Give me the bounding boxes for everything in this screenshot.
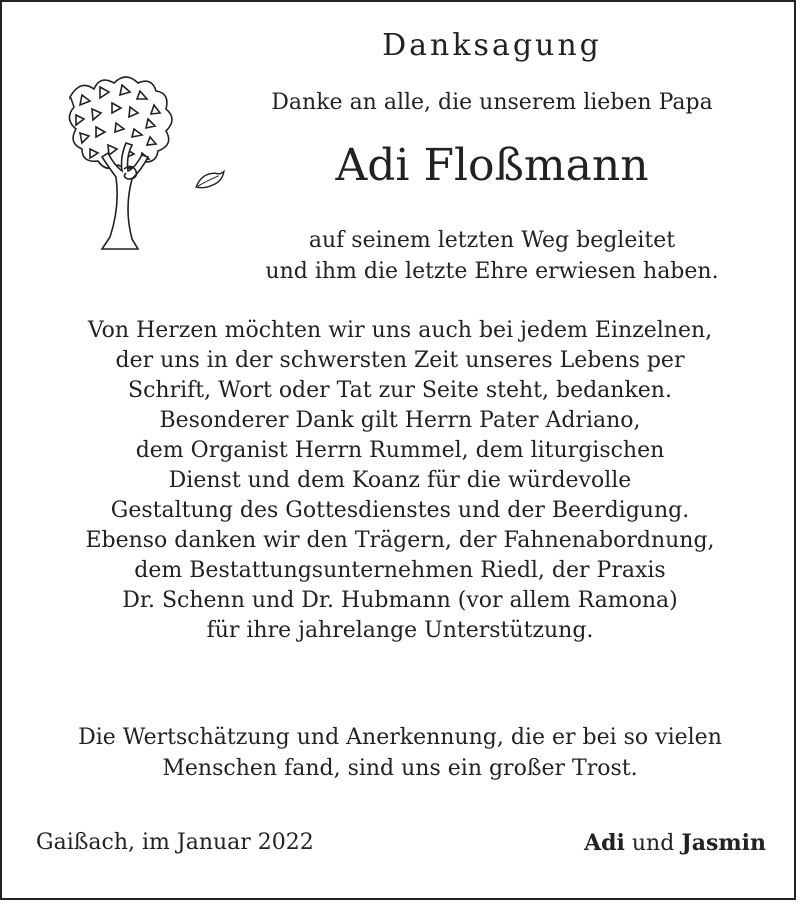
thanks-line: Besonderer Dank gilt Herrn Pater Adriano, <box>159 408 641 433</box>
thanks-line: der uns in der schwersten Zeit unseres Lebens per <box>115 348 685 373</box>
signature <box>584 830 766 856</box>
notice-title: Danksagung <box>382 28 602 63</box>
thanks-line: für ihre jahrelange Unterstützung. <box>206 618 594 643</box>
signature-first-name: Adi <box>584 830 625 856</box>
thanks-line: dem Organist Herrn Rummel, dem liturgischen <box>135 438 665 463</box>
thanks-paragraph <box>12 316 788 646</box>
signature-and: und <box>631 831 675 856</box>
thanks-line: Dienst und dem Koanz für die würdevolle <box>168 468 632 493</box>
deceased-name: Adi Floßmann <box>335 140 649 191</box>
path-line-2: und ihm die letzte Ehre erwiesen haben. <box>265 259 719 284</box>
closing-line: Menschen fand, sind uns ein großer Trost. <box>162 756 638 781</box>
thanks-line: Ebenso danken wir den Trägern, der Fahnenabordnung, <box>85 528 715 553</box>
closing-paragraph <box>12 722 788 784</box>
intro-line: Danke an alle, die unserem lieben Papa <box>271 90 713 115</box>
thanks-line: dem Bestattungsunternehmen Riedl, der Praxis <box>134 558 666 583</box>
closing-line: Die Wertschätzung und Anerkennung, die er bei so vielen <box>78 725 722 750</box>
thanks-line: Von Herzen möchten wir uns auch bei jedem Einzelnen, <box>87 318 713 343</box>
place-date: Gaißach, im Januar 2022 <box>36 830 314 855</box>
path-line-1: auf seinem letzten Weg begleitet <box>308 228 676 253</box>
thanks-line: Schrift, Wort oder Tat zur Seite steht, bedanken. <box>128 378 672 403</box>
tree-icon <box>30 57 240 262</box>
thanks-line: Gestaltung des Gottesdienstes und der Beerdigung. <box>110 498 690 523</box>
thanks-line: Dr. Schenn und Dr. Hubmann (vor allem Ramona) <box>122 588 678 613</box>
leaf-icon <box>192 168 228 194</box>
signature-second-name: Jasmin <box>681 830 766 856</box>
